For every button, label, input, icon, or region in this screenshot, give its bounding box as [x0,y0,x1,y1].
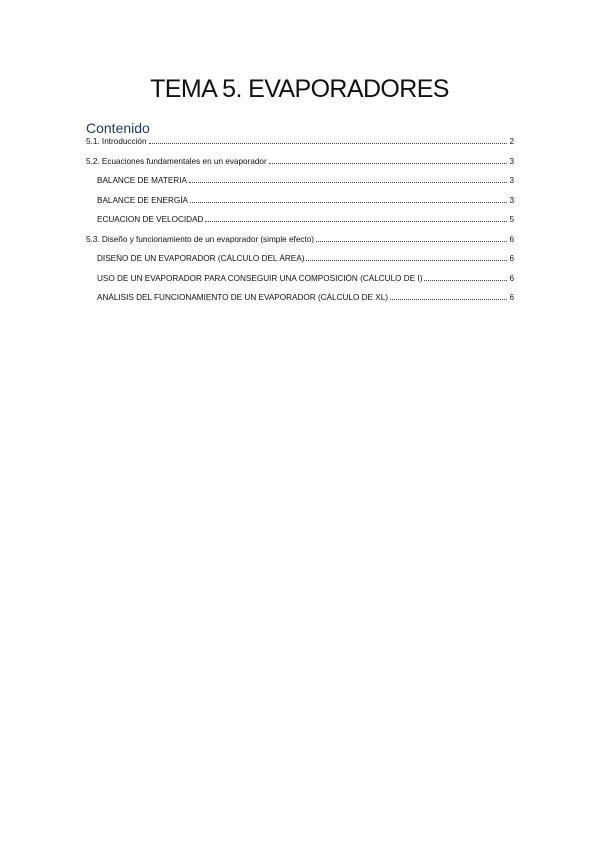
toc-dot-leader [390,299,507,300]
toc-entry-balance-energia[interactable] [86,196,514,216]
toc-entry-page: 3 [509,195,514,205]
toc-dot-leader [316,241,507,242]
toc-entry-label: DISEÑO DE UN EVAPORADOR (CÁLCULO DEL ÁREA) [97,254,305,263]
toc-dot-leader [306,260,507,261]
toc-entry-label: BALANCE DE MATERIA [97,176,187,185]
toc-entry-page: 3 [509,156,514,166]
toc-entry-page: 6 [509,234,514,244]
toc-dot-leader [424,280,507,281]
toc-entry-page: 6 [509,273,514,283]
toc-entry-label: 5.1. Introducción [86,137,147,146]
toc-dot-leader [190,202,507,203]
toc-dot-leader [149,143,508,144]
document-title: TEMA 5. EVAPORADORES [150,75,449,103]
toc-dot-leader [205,221,507,222]
toc-entry-label: 5.2. Ecuaciones fundamentales en un evaporador [86,156,267,166]
toc-entry-diseno-funcionamiento[interactable] [86,235,514,255]
toc-entry-analisis-funcionamiento[interactable] [86,293,514,313]
toc-entry-page: 3 [509,176,514,185]
toc-dot-leader [189,182,508,183]
table-of-contents [86,137,514,313]
toc-entry-ecuaciones[interactable] [86,157,514,177]
toc-heading: Contenido [86,120,150,136]
toc-entry-uso-evaporador[interactable] [86,274,514,294]
toc-entry-label: 5.3. Diseño y funcionamiento de un evaporador (simple efecto) [86,234,315,244]
toc-entry-page: 5 [509,215,514,224]
toc-entry-page: 6 [509,293,514,302]
toc-entry-balance-materia[interactable] [86,176,514,196]
toc-entry-label: USO DE UN EVAPORADOR PARA CONSEGUIR UNA COMPOSICIÓN (CÁLCULO DE I) [97,273,423,283]
toc-entry-label: ANÁLISIS DEL FUNCIONAMIENTO DE UN EVAPORADOR (CÁLCULO DE XL) [97,293,389,302]
toc-dot-leader [269,163,508,164]
toc-entry-diseno-evaporador[interactable] [86,254,514,274]
toc-entry-introduccion[interactable] [86,137,514,157]
toc-entry-page: 6 [509,254,514,263]
toc-entry-ecuacion-velocidad[interactable] [86,215,514,235]
toc-entry-label: BALANCE DE ENERGÍA [97,195,188,205]
toc-entry-page: 2 [509,137,514,146]
toc-entry-label: ECUACION DE VELOCIDAD [97,215,204,224]
